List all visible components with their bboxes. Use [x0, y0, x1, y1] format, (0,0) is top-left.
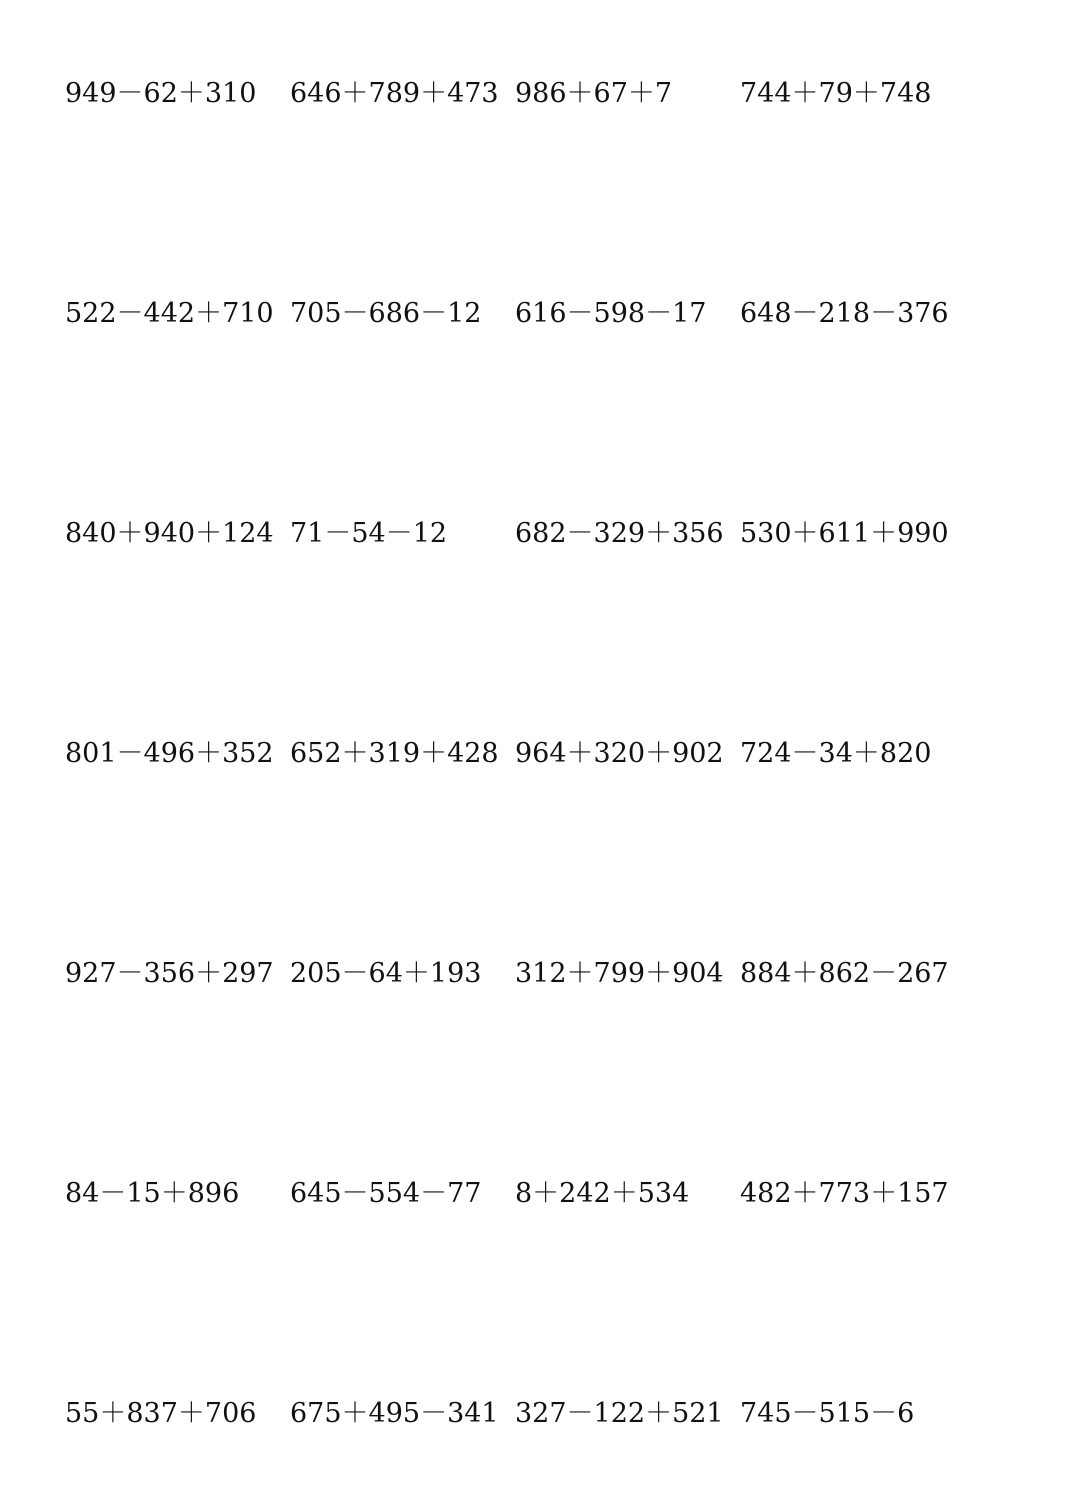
- arithmetic-problem: 652＋319＋428: [290, 738, 499, 769]
- arithmetic-problem: 616－598－17: [515, 298, 707, 329]
- arithmetic-problem: 71－54－12: [290, 518, 448, 549]
- arithmetic-problem: 724－34＋820: [740, 738, 932, 769]
- arithmetic-problem: 964＋320＋902: [515, 738, 724, 769]
- problem-row: [0, 734, 1080, 774]
- arithmetic-problem: 675＋495－341: [290, 1398, 499, 1429]
- arithmetic-problem: 884＋862－267: [740, 958, 949, 989]
- arithmetic-problem: 55＋837＋706: [65, 1398, 257, 1429]
- arithmetic-problem: 522－442＋710: [65, 298, 274, 329]
- arithmetic-problem: 205－64＋193: [290, 958, 482, 989]
- arithmetic-problem: 648－218－376: [740, 298, 949, 329]
- arithmetic-problem: 482＋773＋157: [740, 1178, 949, 1209]
- problem-row: [0, 514, 1080, 554]
- problem-row: [0, 1174, 1080, 1214]
- arithmetic-problem: 745－515－6: [740, 1398, 915, 1429]
- arithmetic-problem: 927－356＋297: [65, 958, 274, 989]
- arithmetic-problem: 84－15＋896: [65, 1178, 240, 1209]
- arithmetic-problem: 840＋940＋124: [65, 518, 274, 549]
- problem-row: [0, 954, 1080, 994]
- arithmetic-problem: 327－122＋521: [515, 1398, 724, 1429]
- arithmetic-problem: 986＋67＋7: [515, 78, 673, 109]
- arithmetic-problem: 744＋79＋748: [740, 78, 932, 109]
- arithmetic-problem: 949－62＋310: [65, 78, 257, 109]
- arithmetic-problem: 801－496＋352: [65, 738, 274, 769]
- arithmetic-problem: 646＋789＋473: [290, 78, 499, 109]
- problem-row: [0, 294, 1080, 334]
- arithmetic-problem: 530＋611＋990: [740, 518, 949, 549]
- arithmetic-problem: 8＋242＋534: [515, 1178, 690, 1209]
- arithmetic-problem: 312＋799＋904: [515, 958, 724, 989]
- arithmetic-problem: 705－686－12: [290, 298, 482, 329]
- problem-row: [0, 1394, 1080, 1434]
- problem-row: [0, 74, 1080, 114]
- arithmetic-problem: 645－554－77: [290, 1178, 482, 1209]
- arithmetic-problem: 682－329＋356: [515, 518, 724, 549]
